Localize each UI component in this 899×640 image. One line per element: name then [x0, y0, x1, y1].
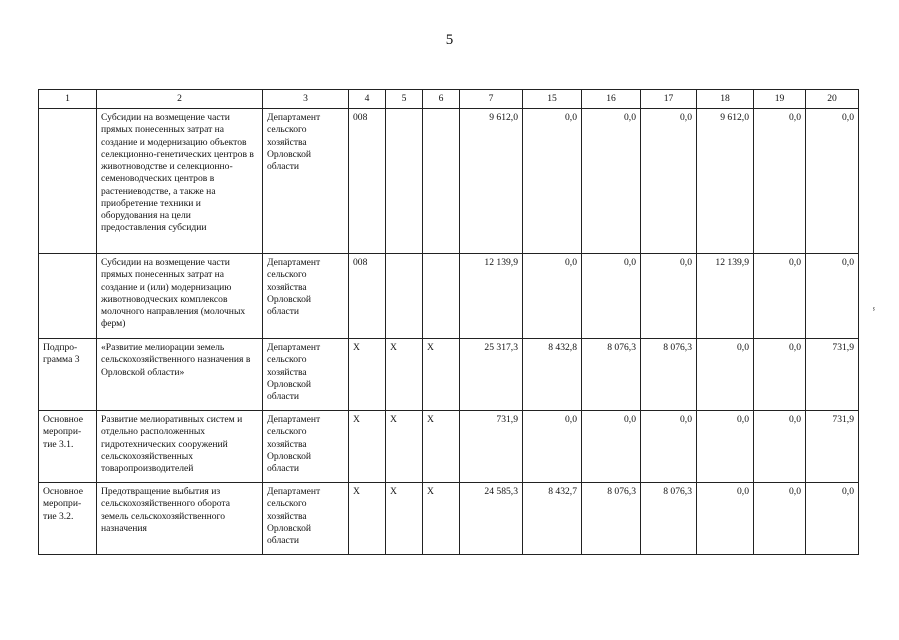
column-header-18: 18 — [697, 90, 754, 109]
row-department: Департамент сельского хозяйства Орловской области — [263, 339, 349, 411]
cell-col-16: 8 076,3 — [582, 483, 641, 555]
column-header-4: 4 — [349, 90, 386, 109]
cell-col-15: 0,0 — [523, 254, 582, 339]
cell-col-4: X — [349, 339, 386, 411]
table-row — [39, 411, 859, 483]
column-header-6: 6 — [423, 90, 460, 109]
cell-col-15: 8 432,8 — [523, 339, 582, 411]
cell-col-7: 25 317,3 — [460, 339, 523, 411]
cell-col-7: 731,9 — [460, 411, 523, 483]
cell-col-20: 0,0 — [806, 109, 859, 254]
cell-col-18: 9 612,0 — [697, 109, 754, 254]
row-department: Департамент сельского хозяйства Орловской области — [263, 411, 349, 483]
cell-col-18: 12 139,9 — [697, 254, 754, 339]
cell-col-18: 0,0 — [697, 411, 754, 483]
column-header-19: 19 — [754, 90, 806, 109]
table-row — [39, 109, 859, 254]
cell-col-19: 0,0 — [754, 339, 806, 411]
header-row — [39, 90, 859, 109]
row-department: Департамент сельского хозяйства Орловской области — [263, 109, 349, 254]
column-header-5: 5 — [386, 90, 423, 109]
column-header-17: 17 — [641, 90, 697, 109]
cell-col-16: 0,0 — [582, 411, 641, 483]
cell-col-4: X — [349, 483, 386, 555]
cell-col-5 — [386, 109, 423, 254]
column-header-3: 3 — [263, 90, 349, 109]
cell-col-17: 8 076,3 — [641, 339, 697, 411]
margin-mark: ⸯ — [871, 309, 877, 320]
row-id: Подпро-грамма 3 — [39, 339, 97, 411]
row-name: Субсидии на возмещение части прямых понесенных затрат на создание и модернизацию объектов селекционно-генетических центров в животноводстве и селекционно-семеноводческих центров в растениеводстве, а также на приобретение техники и оборудования на цели предоставления субсидии — [97, 109, 263, 254]
cell-col-17: 0,0 — [641, 254, 697, 339]
column-header-7: 7 — [460, 90, 523, 109]
cell-col-16: 0,0 — [582, 254, 641, 339]
column-header-16: 16 — [582, 90, 641, 109]
row-id — [39, 254, 97, 339]
cell-col-17: 0,0 — [641, 411, 697, 483]
cell-col-19: 0,0 — [754, 483, 806, 555]
row-id: Основное меропри-тие 3.2. — [39, 483, 97, 555]
cell-col-19: 0,0 — [754, 411, 806, 483]
column-header-15: 15 — [523, 90, 582, 109]
cell-col-15: 0,0 — [523, 411, 582, 483]
row-department: Департамент сельского хозяйства Орловской области — [263, 483, 349, 555]
cell-col-6 — [423, 254, 460, 339]
cell-col-4: X — [349, 411, 386, 483]
cell-col-20: 0,0 — [806, 254, 859, 339]
cell-col-5: X — [386, 339, 423, 411]
row-department: Департамент сельского хозяйства Орловской области — [263, 254, 349, 339]
cell-col-17: 0,0 — [641, 109, 697, 254]
cell-col-20: 0,0 — [806, 483, 859, 555]
cell-col-5: X — [386, 483, 423, 555]
row-name: Субсидии на возмещение части прямых понесенных затрат на создание и (или) модернизацию животноводческих комплексов молочного направления (молочных ферм) — [97, 254, 263, 339]
cell-col-16: 8 076,3 — [582, 339, 641, 411]
cell-col-6: X — [423, 411, 460, 483]
cell-col-15: 0,0 — [523, 109, 582, 254]
row-id — [39, 109, 97, 254]
cell-col-16: 0,0 — [582, 109, 641, 254]
cell-col-4: 008 — [349, 254, 386, 339]
cell-col-6: X — [423, 483, 460, 555]
row-name: Предотвращение выбытия из сельскохозяйственного оборота земель сельскохозяйственного назначения — [97, 483, 263, 555]
column-header-1: 1 — [39, 90, 97, 109]
cell-col-19: 0,0 — [754, 109, 806, 254]
cell-col-7: 12 139,9 — [460, 254, 523, 339]
cell-col-5 — [386, 254, 423, 339]
table-row — [39, 339, 859, 411]
cell-col-20: 731,9 — [806, 411, 859, 483]
row-name: «Развитие мелиорации земель сельскохозяйственного назначения в Орловской области» — [97, 339, 263, 411]
row-name: Развитие мелиоративных систем и отдельно расположенных гидротехнических сооружений сельскохозяйственных товаропроизводителей — [97, 411, 263, 483]
table-row — [39, 483, 859, 555]
page-number: 5 — [445, 32, 454, 48]
row-id: Основное меропри-тие 3.1. — [39, 411, 97, 483]
cell-col-6: X — [423, 339, 460, 411]
cell-col-17: 8 076,3 — [641, 483, 697, 555]
column-header-2: 2 — [97, 90, 263, 109]
cell-col-7: 24 585,3 — [460, 483, 523, 555]
cell-col-4: 008 — [349, 109, 386, 254]
cell-col-15: 8 432,7 — [523, 483, 582, 555]
cell-col-6 — [423, 109, 460, 254]
cell-col-19: 0,0 — [754, 254, 806, 339]
cell-col-18: 0,0 — [697, 483, 754, 555]
column-header-20: 20 — [806, 90, 859, 109]
table-row — [39, 254, 859, 339]
cell-col-18: 0,0 — [697, 339, 754, 411]
cell-col-5: X — [386, 411, 423, 483]
budget-table — [38, 89, 859, 555]
cell-col-20: 731,9 — [806, 339, 859, 411]
cell-col-7: 9 612,0 — [460, 109, 523, 254]
